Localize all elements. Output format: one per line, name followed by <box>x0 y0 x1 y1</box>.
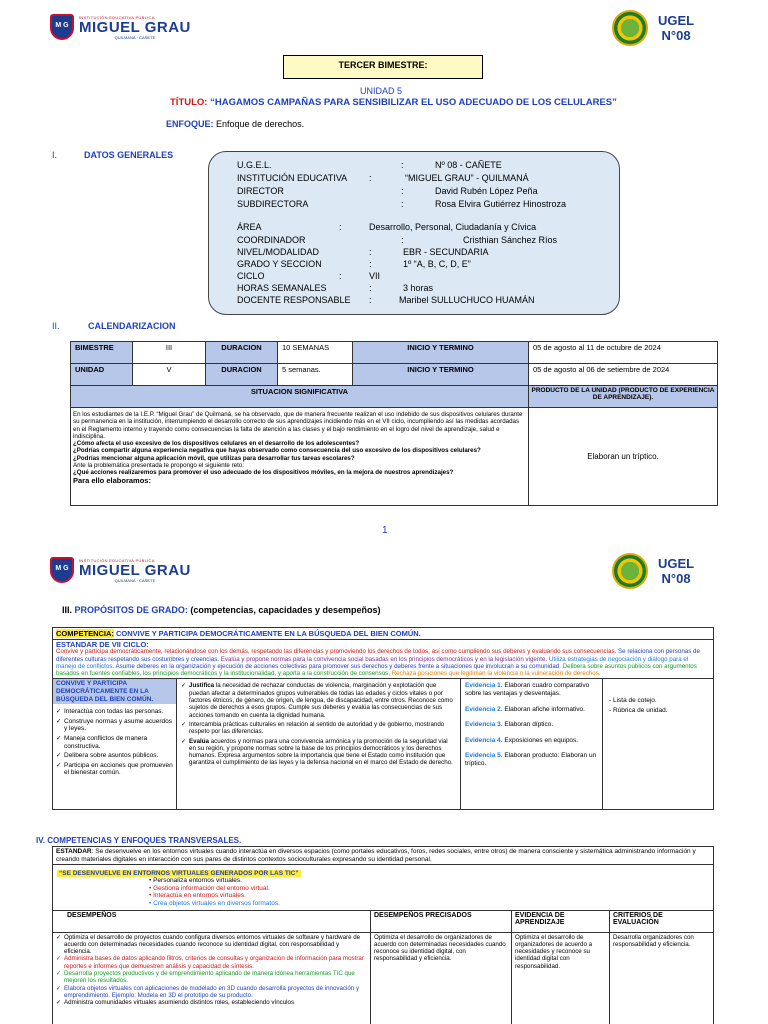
capacidad-item: ✓ Interactúa con todas las personas. <box>56 708 173 716</box>
desempeno-item <box>181 682 456 718</box>
tic-item: • Crea objetos virtuales en diversos formatos. <box>149 899 280 907</box>
desempenos-tic-list <box>56 934 367 1007</box>
datos-sep: : <box>401 235 404 245</box>
ugel-logo-2: UGEL N°08 <box>612 553 694 589</box>
page-2 <box>0 545 768 1024</box>
capacidad-item: ✓ Delibera sobre asuntos públicos. <box>56 752 173 760</box>
desempeno-tic-item: ✓ Administra bases de datos aplicando filtros, criterios de consultas y organización de información para mostrar reportes e informes que demuestren análisis y capacidad de síntesis. <box>56 955 367 970</box>
evidencia-item <box>465 682 598 697</box>
datos-sep: : <box>339 222 342 232</box>
tic-item: • Personaliza entornos virtuales. <box>149 877 242 885</box>
competencia-table: COMPETENCIA: CONVIVE Y PARTICIPA DEMOCRÁTICAMENTE EN LA BÚSQUEDA DEL BIEN COMÚN. ESTANDAR DE VII CICLO: Convive y participa democráticamente, relacionándose con los demás, respetando las diferencias y promoviendo los derechos de todos, así como cumpliendo sus deberes y evaluando sus consecuencias. Se relaciona con personas de diferentes culturas respetando sus costumbres y creencias. Evalúa y propone normas para la convivencia social basadas en los principios democráticos y en la legislación vigente. Utiliza estrategias de negociación y diálogo para el manejo de conflictos. Asume deberes en la organización y ejecución de acciones colectivas para promover sus derechos y deberes frente a situaciones que involucran a su comunidad. Delibera sobre asuntos públicos con argumentos basados en fuentes confiables, los principios democráticos y la institucionalidad, y aporta a la construcción de consensos. Rechaza posiciones que legitiman la violencia o la vulneración de derechos. CONVIVE Y PARTICIPA DEMOCRÁTICAMENTE EN LA BÚSQUEDA DEL BIEN COMÚN. ✓ Interactúa con todas las personas. ✓ Construye normas y asume acuerdos y leyes. ✓ Maneja conflictos de manera constructiva. ✓ Delibera sobre asuntos públicos. ✓ Participa en acciones que promueven el bienestar común. ✓ Justifica la necesidad de rechazar conductas de violencia, marginación y explotación que puedan afectar a determinados grupos vulnerables de todas las edades y ciclos vitales o por factores étnicos, de género, de origen, de lengua, de discapacidad, entre otros. Reconoce como sujetos de derechos a esos grupos. Cumple sus deberes y evalúa las consecuencias de sus acciones tomando en cuenta la dignidad humana. ✓ Intercambia prácticas culturales en relación al sentido de autoridad y de gobierno, mostrando respeto por las diferencias. ✓ Evalúa acuerdos y normas para una convivencia armónica y la promoción de la seguridad vial en su región, y propone normas sobre la base de los principios democráticos y los derechos humanos. Expresa argumentos sobre la importancia que tiene el Estado como institución que garantiza el cumplimiento de las leyes y la defensa nacional en el marco del Estado de derecho. Evidencia 1. Elaboran cuadro comparativo sobre las ventajas y desventajas. Evidencia 2. Elaboran afiche informativo. Evidencia 3. Elaboran díptico. Evidencia 4. Exposiciones en equipos. Evidencia 5. Elaboran producto: Elaboran un tríptico. - Lista de cotejo. - Rúbrica de unidad. <box>52 627 714 810</box>
desempeno-tic-item: ✓ Optimiza el desarrollo de proyectos cuando configura diversos entornos virtuales de software y hardware de acuerdo con determinadas necesidades cuando reconoce su identidad digital, con responsabilidad y eficiencia. <box>56 934 367 956</box>
datos-sep: : <box>369 283 372 293</box>
desempeno-text: la necesidad de rechazar conductas de violencia, marginación y explotación que puedan afectar a determinados grupos vulnerables de todas las edades y ciclos vitales o por factores étnicos, de género, de origen, de lengua, de discapacidad, entre otros. Reconoce como sujetos de derechos a esos grupos. Cumple sus deberes y evalúa las consecuencias de sus acciones tomando en cuenta la dignidad humana. <box>189 682 453 719</box>
datos-key: ÁREA <box>237 222 262 232</box>
enfoque: ENFOQUE: Enfoque de derechos. <box>166 119 305 129</box>
transversal-table: ESTANDAR: Se desenvuelve en los entornos virtuales cuando interactúa en diversos espacios (como portales educativos, foros, redes sociales, entre otros) de manera consciente y sistemática administrando información y creando materiales digitales en interacción con sus pares de distintos contextos socioculturales expresando su identidad personal. “SE DESENVUELVE EN ENTORNOS VIRTUALES GENERADOS POR LAS TIC” • Personaliza entornos virtuales. • Gestiona información del entorno virtual. • Interactúa en entornos virtuales. • Crea objetos virtuales en diversos formatos. DESEMPEÑOS DESEMPEÑOS PRECISADOS EVIDENCIA DE APRENDIZAJE CRITERIOS DE EVALUACIÓN ✓ Optimiza el desarrollo de proyectos cuando configura diversos entornos virtuales de software y hardware de acuerdo con determinadas necesidades cuando reconoce su identidad digital, con responsabilidad y eficiencia. ✓ Administra bases de datos aplicando filtros, criterios de consultas y organización de información para mostrar reportes e informes que demuestren análisis y capacidad de síntesis. ✓ Desarrolla proyectos productivos y de emprendimiento aplicando de manera idónea herramientas TIC que mejoren los resultados. ✓ Elabora objetos virtuales con aplicaciones de modelado en 3D cuando desarrolla proyectos de innovación y emprendimiento. Ejemplo: Modela en 3D el prototipo de su producto. ✓ Administra comunidades virtuales asumiendo distintos roles, estableciendo vínculos Optimiza el desarrollo de organizadores de acuerdo con determinadas necesidades cuando reconoce su identidad digital, con responsabilidad y eficiencia. Optimiza el desarrollo de organizadores de acuerdo a necesidades y reconoce su identidad digital con responsabilidad. Desarrolla organizadores con responsabilidad y eficiencia. <box>52 846 714 1024</box>
datos-sep: : <box>369 173 372 183</box>
titulo: TÍTULO: “HAGAMOS CAMPAÑAS PARA SENSIBILIZAR EL USO ADECUADO DE LOS CELULARES” <box>170 97 617 108</box>
datos-value: EBR - SECUNDARIA <box>403 247 489 257</box>
datos-key: GRADO Y SECCION <box>237 259 322 269</box>
evidencia-text: Elaboran producto: Elaboran un tríptico. <box>465 752 597 768</box>
section-2-num: II. <box>52 321 60 331</box>
capacidades-list <box>53 704 176 783</box>
datos-sep: : <box>401 186 404 196</box>
datos-sep: : <box>339 271 342 281</box>
section-1-title: DATOS GENERALES <box>84 150 174 160</box>
section-4-title: IV. COMPETENCIAS Y ENFOQUES TRANSVERSALES. <box>36 836 242 845</box>
evidencia-label: Evidencia 1. <box>465 682 503 690</box>
section-1-num: I. <box>52 150 58 160</box>
capacidad-item: ✓ Construye normas y asume acuerdos y leyes. <box>56 718 173 733</box>
desempeno-text: acuerdos y normas para una convivencia armónica y la promoción de la seguridad vial en su región, y propone normas sobre la base de los principios democráticos y los derechos humanos. Expresa argumentos sobre la importancia que tiene el Estado como institución que garantiza el cumplimiento de las leyes y la defensa nacional en el marco del Estado de derecho. <box>189 737 453 767</box>
datos-sep: : <box>369 259 372 269</box>
tic-item: • Interactúa en entornos virtuales. <box>149 892 246 900</box>
school-shield-icon-2 <box>50 557 74 583</box>
datos-value: VII <box>369 271 381 281</box>
ugel-seal-icon-2 <box>612 553 648 589</box>
desempeno-verb: Evalúa <box>189 737 209 745</box>
desempenos-list <box>181 682 456 766</box>
datos-sep: : <box>369 295 372 305</box>
instrumento-item: - Lista de cotejo. <box>609 697 657 705</box>
instrumentos-list <box>609 697 709 714</box>
datos-key: COORDINADOR <box>237 235 306 245</box>
datos-key: DOCENTE RESPONSABLE <box>237 295 351 305</box>
datos-value: David Rubén López Peña <box>435 186 538 196</box>
situacion-significativa: En los estudiantes de la I.E.P. “Miguel Grau” de Quilmaná, se ha observado, que de manera frecuente realizan el uso indebido de sus dispositivos celulares durante su permanencia en la institución, interrumpiendo el desarrollo correcto de sus aprendizajes incidiendo más en el VII ciclo, incumpliendo así las medidas acordadas en el Reglamento interno y trayendo como consecuencias la falta de atención a las clases y el bajo rendimiento en el logro del nivel de aprendizaje, salud e indisciplina. ¿Cómo afecta el uso excesivo de los dispositivos celulares en el desarrollo de los adolescentes? ¿Podrías compartir alguna experiencia negativa que hayas observado como consecuencia del uso excesivo de los dispositivos celulares? ¿Podrías mencionar alguna aplicación móvil, que utilizas para desarrollar tus tareas escolares? Ante la problemática presentada te propongo el siguiente reto: ¿Qué acciones realizaremos para promover el uso adecuado de los dispositivos móviles, en la mejora de nuestros aprendizajes? Para ello elaboramos: <box>71 408 529 506</box>
instrumento-item: - Rúbrica de unidad. <box>609 707 668 715</box>
datos-key: U.G.E.L. <box>237 160 272 170</box>
desempeno-verb: Justifica <box>189 682 215 690</box>
evidencia-text: Exposiciones en equipos. <box>502 736 579 744</box>
evidencia-label: Evidencia 2. <box>465 705 503 713</box>
datos-value: Desarrollo, Personal, Ciudadanía y Cívica <box>369 222 537 232</box>
desempeno-tic-item: ✓ Desarrolla proyectos productivos y de emprendimiento aplicando de manera idónea herramientas TIC que mejoren los resultados. <box>56 970 367 985</box>
capacidad-item: ✓ Maneja conflictos de manera constructiva. <box>56 735 173 750</box>
ugel-logo: UGEL N°08 <box>612 10 694 46</box>
datos-sep: : <box>369 247 372 257</box>
datos-value: Cristhian Sánchez Ríos <box>463 235 558 245</box>
datos-value: Maribel SULLUCHUCO HUAMÁN <box>399 295 535 305</box>
datos-value: “MIGUEL GRAU” - QUILMANÁ <box>405 173 529 183</box>
datos-key: NIVEL/MODALIDAD <box>237 247 320 257</box>
datos-sep: : <box>401 160 404 170</box>
datos-key: HORAS SEMANALES <box>237 283 327 293</box>
section-3-title: III. PROPÓSITOS DE GRADO: (competencias, capacidades y desempeños) <box>62 605 381 615</box>
desempeno-item <box>181 738 456 767</box>
datos-key: INSTITUCIÓN EDUCATIVA <box>237 173 348 183</box>
desempeno-tic-item: ✓ Administra comunidades virtuales asumiendo distintos roles, estableciendo vínculos <box>56 999 367 1006</box>
capacidad-item: ✓ Participa en acciones que promueven el bienestar común. <box>56 762 173 777</box>
producto-unidad: Elaboran un tríptico. <box>529 408 718 506</box>
ugel-seal-icon <box>612 10 648 46</box>
bimestre-box: TERCER BIMESTRE: <box>283 55 483 79</box>
evidencia-label: Evidencia 5. <box>465 752 503 760</box>
tic-item: • Gestiona información del entorno virtual. <box>149 884 270 892</box>
datos-key: SUBDIRECTORA <box>237 199 309 209</box>
datos-value: Nº 08 - CAÑETE <box>435 160 502 170</box>
evidencia-label: Evidencia 3. <box>465 721 503 729</box>
section-2-title: CALENDARIZACION <box>88 321 176 331</box>
school-logo-2: M G INSTITUCIÓN EDUCATIVA PÚBLICA MIGUEL GRAU QUILMANÁ · CAÑETE <box>50 557 191 583</box>
evidencia-text: Elaboran cuadro comparativo sobre las ventajas y desventajas. <box>465 682 590 698</box>
page-number: 1 <box>382 525 388 536</box>
desempeno-tic-item: ✓ Elabora objetos virtuales con aplicaciones de modelado en 3D cuando desarrolla proyectos de innovación y emprendimiento. Ejemplo: Modela en 3D el prototipo de su producto. <box>56 985 367 1000</box>
evidencia-label: Evidencia 4. <box>465 736 503 744</box>
datos-key: DIRECTOR <box>237 186 284 196</box>
calendar-table: BIMESTRE III DURACION 10 SEMANAS INICIO Y TERMINO 05 de agosto al 11 de octubre de 2024 UNIDAD V DURACION 5 semanas. INICIO Y TERMINO 05 de agosto al 06 de setiembre de 2024 SITUACION SIGNIFICATIVA PRODUCTO DE LA UNIDAD (PRODUCTO DE EXPERIENCIA DE APRENDIZAJE). En los estudiantes de la I.E.P. “Miguel Grau” de Quilmaná, se ha observado, que de manera frecuente realizan el uso indebido de sus dispositivos celulares durante su permanencia en la institución, interrumpiendo el desarrollo correcto de sus aprendizajes incidiendo más en el VII ciclo, incumpliendo así las medidas acordadas en el Reglamento interno y trayendo como consecuencias la falta de atención a las clases y el bajo rendimiento en el logro del nivel de aprendizaje, salud e indisciplina. ¿Cómo afecta el uso excesivo de los dispositivos celulares en el desarrollo de los adolescentes? ¿Podrías compartir alguna experiencia negativa que hayas observado como consecuencia del uso excesivo de los dispositivos celulares? ¿Podrías mencionar alguna aplicación móvil, que utilizas para desarrollar tus tareas escolares? Ante la problemática presentada te propongo el siguiente reto: ¿Qué acciones realizaremos para promover el uso adecuado de los dispositivos móviles, en la mejora de nuestros aprendizajes? Para ello elaboramos: Elaboran un tríptico. <box>70 341 718 506</box>
datos-value: Rosa Elvira Gutiérrez Hinostroza <box>435 199 567 209</box>
school-name: MIGUEL GRAU <box>79 18 191 36</box>
evidencia-item <box>465 721 598 729</box>
datos-value: 3 horas <box>403 283 434 293</box>
datos-sep: : <box>401 199 404 209</box>
tic-capacidades <box>149 877 709 907</box>
desempeno-text: Intercambia prácticas culturales en relación al sentido de autoridad y de gobierno, mostrando respeto por las diferencias. <box>189 720 445 736</box>
desempeno-item <box>181 721 456 736</box>
datos-generales-box <box>208 151 620 315</box>
evidencia-item <box>465 737 598 745</box>
evidencia-item <box>465 752 598 767</box>
school-shield-icon <box>50 14 74 40</box>
evidencia-item <box>465 706 598 714</box>
school-logo: M G INSTITUCIÓN EDUCATIVA PÚBLICA MIGUEL GRAU QUILMANÁ · CAÑETE <box>50 14 191 40</box>
evidencias-list <box>461 679 603 809</box>
evidencia-text: Elaboran díptico. <box>502 721 554 729</box>
unidad-label: UNIDAD 5 <box>360 86 403 96</box>
datos-value: 1º “A, B, C, D, E” <box>403 259 471 269</box>
evidencia-text: Elaboran afiche informativo. <box>502 705 585 713</box>
datos-key: CICLO <box>237 271 265 281</box>
